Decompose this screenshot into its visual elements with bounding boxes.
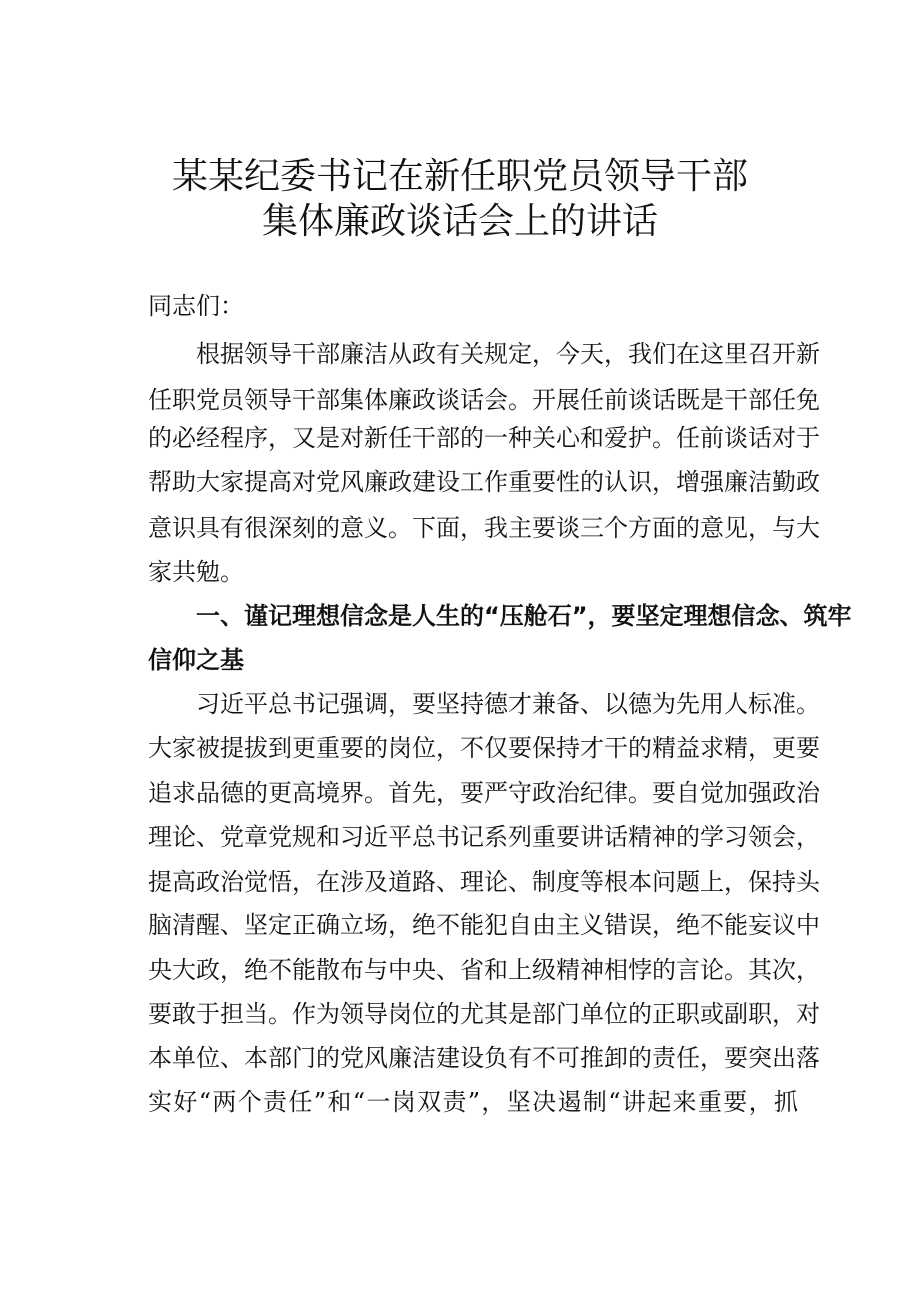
paragraph-1-line: 意识具有很深刻的意义。下面，我主要谈三个方面的意见，与大 [148,514,820,542]
paragraph-2-line: 央大政，绝不能散布与中央、省和上级精神相悖的言论。其次， [148,956,820,984]
document-title-line-2: 集体廉政谈话会上的讲话 [261,201,658,242]
paragraph-1-line: 帮助大家提高对党风廉政建设工作重要性的认识，增强廉洁勤政 [148,468,820,496]
paragraph-2-line: 提高政治觉悟，在涉及道路、理论、制度等根本问题上，保持头 [148,868,820,896]
paragraph-2-line: 要敢于担当。作为领导岗位的尤其是部门单位的正职或副职，对 [148,1000,820,1028]
paragraph-2-line: 脑清醒、坚定正确立场，绝不能犯自由主义错误，绝不能妄议中 [148,911,820,939]
paragraph-2-line: 追求品德的更高境界。首先，要严守政治纪律。要自觉加强政治 [148,779,820,807]
paragraph-1-line: 的必经程序，又是对新任干部的一种关心和爱护。任前谈话对于 [148,424,820,452]
salutation: 同志们： [148,292,244,320]
paragraph-2-line: 理论、党章党规和习近平总书记系列重要讲话精神的学习领会， [148,823,820,851]
paragraph-1-line: 任职党员领导干部集体廉政谈话会。开展任前谈话既是干部任免 [148,386,820,414]
paragraph-2-line: 本单位、本部门的党风廉洁建设负有不可推卸的责任，要突出落 [148,1044,820,1072]
section-heading-line: 信仰之基 [148,646,244,674]
section-heading-line: 一、谨记理想信念是人生的“压舱石”，要坚定理想信念、筑牢 [196,602,852,630]
paragraph-1-line: 家共勉。 [148,558,244,586]
paragraph-2-line: 习近平总书记强调，要坚持德才兼备、以德为先用人标准。 [196,690,820,718]
document-title-line-1: 某某纪委书记在新任职党员领导干部 [171,156,748,197]
paragraph-2-line: 大家被提拔到更重要的岗位，不仅要保持才干的精益求精，更要 [148,734,820,762]
paragraph-1-line: 根据领导干部廉洁从政有关规定，今天，我们在这里召开新 [196,340,820,368]
paragraph-2-line: 实好“两个责任”和“一岗双责”，坚决遏制“讲起来重要，抓 [148,1088,798,1116]
